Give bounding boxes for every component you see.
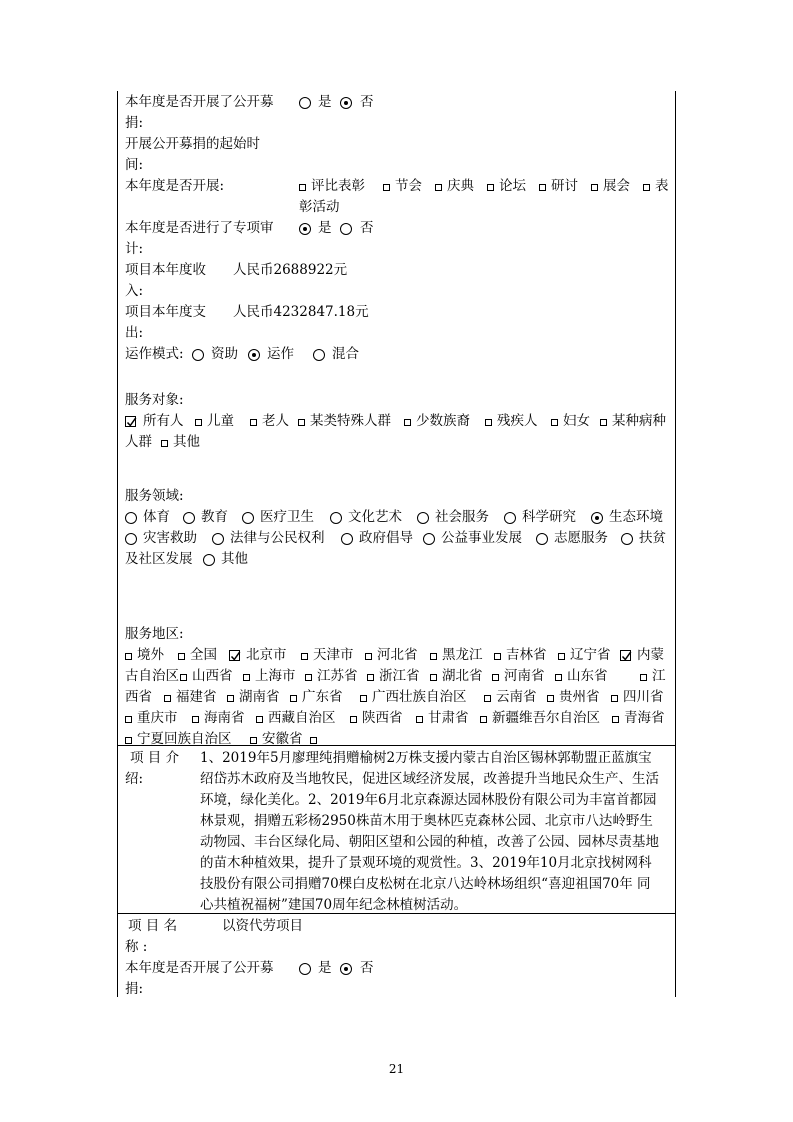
checkbox-region[interactable] [430,674,437,681]
activity-option: 表 [655,178,669,194]
field-option-cont: 及社区发展 [125,551,193,567]
intro-line: 林景观，捐赠五彩杨2950株苗木用于奥林匹克森林公园、北京市八达岭野生 [200,813,653,829]
checkbox-region[interactable] [555,674,562,681]
checkbox-region[interactable] [250,737,257,744]
checkbox-region[interactable] [243,674,250,681]
region-option: 山东省 [567,668,608,684]
checkbox-region[interactable] [125,716,132,723]
radio-field[interactable] [621,533,633,545]
intro-line: 心共植祝福树”建国70周年纪念林植树活动。 [200,897,468,913]
radio-field[interactable] [212,533,224,545]
radio-audit-yes[interactable] [299,223,311,235]
region-option: 西藏自治区 [268,710,336,726]
checkbox-activity[interactable] [435,184,442,191]
region-option: 甘肃省 [428,710,469,726]
activities-label: 本年度是否开展: [125,178,225,194]
checkbox-activity[interactable] [299,184,306,191]
checkbox-region[interactable] [547,695,554,702]
radio-field[interactable] [330,512,342,524]
mode-label: 运作模式: [125,346,184,362]
target-option: 儿童 [207,413,234,429]
income-label: 项目本年度收 [125,262,206,278]
field-option: 社会服务 [435,509,489,525]
checkbox-region[interactable] [256,716,263,723]
checkbox-activity[interactable] [539,184,546,191]
field-option: 志愿服务 [554,530,608,546]
radio-mode-fund[interactable] [192,349,204,361]
region-option: 贵州省 [559,689,600,705]
radio-field[interactable] [242,512,254,524]
field-option: 公益事业发展 [441,530,522,546]
region-option: 安徽省 [262,731,303,747]
region-option: 浙江省 [379,668,420,684]
region-option-cont: 古自治区 [125,668,179,684]
checkbox-region[interactable] [492,674,499,681]
field-option: 政府倡导 [359,530,413,546]
region-option: 河北省 [377,647,418,663]
checkbox-target[interactable] [161,440,168,447]
intro-line: 绍岱苏木政府及当地牧民，促进区域经济发展，改善提升当地民众生产、生活 [200,771,659,787]
region-option: 上海市 [255,668,296,684]
region-option: 新疆维吾尔自治区 [492,710,600,726]
radio-audit-no[interactable] [340,223,352,235]
radio-mode-mixed[interactable] [313,349,325,361]
radio-public-fundraising-yes[interactable] [299,97,311,109]
target-option: 妇女 [563,413,590,429]
checkbox-region[interactable] [611,695,618,702]
checkbox-target[interactable] [551,419,558,426]
fundraising-start-label: 开展公开募捐的起始时 [125,136,260,152]
region-option: 陕西省 [362,710,403,726]
public-fundraising-label: 本年度是否开展了公开募 [125,960,274,976]
intro-line: 的苗木种植效果，提升了景观环境的观赏性。3、2019年10月北京找树网科 [200,855,652,871]
target-option: 某类特殊人群 [310,413,391,429]
expense-value: 人民币4232847.18元 [233,304,369,320]
income-label-cont: 入: [125,283,144,299]
option-yes-label: 是 [318,220,332,236]
radio-public-fundraising-no[interactable] [340,97,352,109]
region-option: 广东省 [302,689,343,705]
checkbox-activity[interactable] [643,184,650,191]
region-option: 北京市 [246,647,287,663]
activity-option: 庆典 [447,178,474,194]
checkbox-target[interactable] [485,419,492,426]
checkbox-target[interactable] [195,419,202,426]
option-yes-label: 是 [318,94,332,110]
radio-field[interactable] [536,533,548,545]
checkbox-region[interactable] [164,695,171,702]
radio-field-selected[interactable] [591,512,603,524]
checkbox-region[interactable] [301,653,308,660]
service-fields-label: 服务领域: [125,488,184,504]
audit-label-cont: 计: [125,241,144,257]
region-option: 江苏省 [317,668,358,684]
option-no-label: 否 [360,960,374,976]
activity-option: 节会 [395,178,422,194]
field-option: 科学研究 [522,509,576,525]
mode-operate-label: 运作 [267,346,294,362]
checkbox-region[interactable] [494,653,501,660]
checkbox-activity[interactable] [591,184,598,191]
checkbox-region[interactable] [612,716,619,723]
region-option: 内蒙 [637,647,664,663]
radio-mode-operate[interactable] [248,349,260,361]
radio-field[interactable] [341,533,353,545]
region-option: 河南省 [504,668,545,684]
service-regions-label: 服务地区: [125,626,184,642]
service-targets-label: 服务对象: [125,392,184,408]
checkbox-region-checked[interactable] [229,650,240,661]
intro-line: 动物园、丰台区绿化局、朝阳区望和公园的种植，改善了公园、园林尽责基地 [200,834,659,850]
checkbox-region[interactable] [360,695,367,702]
audit-label: 本年度是否进行了专项审 [125,220,274,236]
checkbox-region[interactable] [125,737,132,744]
project-name-value: 以资代劳项目 [222,918,303,934]
radio-field[interactable] [125,533,137,545]
checkbox-region[interactable] [227,695,234,702]
checkbox-region[interactable] [125,653,132,660]
intro-label: 项 目 介 [130,750,180,766]
checkbox-region[interactable] [180,674,187,681]
activity-option: 评比表彰 [311,178,365,194]
checkbox-target[interactable] [250,419,257,426]
page-number: 21 [388,1062,405,1076]
region-option: 江 [652,668,666,684]
target-option-cont: 人群 [125,434,152,450]
checkbox-region[interactable] [558,653,565,660]
checkbox-activity[interactable] [383,184,390,191]
activity-option: 论坛 [499,178,526,194]
checkbox-region[interactable] [192,716,199,723]
checkbox-region[interactable] [365,653,372,660]
public-fundraising-label: 本年度是否开展了公开募 [125,94,274,110]
checkbox-region[interactable] [640,674,647,681]
expense-label-cont: 出: [125,325,144,341]
target-option: 所有人 [143,413,184,429]
target-option: 残疾人 [497,413,538,429]
option-no-label: 否 [360,220,374,236]
region-option: 云南省 [496,689,537,705]
checkbox-region[interactable] [290,695,297,702]
field-option: 生态环境 [609,509,663,525]
region-option: 天津市 [313,647,354,663]
field-option: 体育 [143,509,170,525]
income-value: 人民币2688922元 [233,262,348,278]
intro-line: 技股份有限公司捐赠70棵白皮松树在北京八达岭林场组织“喜迎祖国70年 同 [200,876,651,892]
checkbox-target[interactable] [600,419,607,426]
region-option-cont: 西省 [125,689,152,705]
region-option: 全国 [190,647,217,663]
region-option: 四川省 [623,689,664,705]
radio-field[interactable] [183,512,195,524]
activity-option: 展会 [603,178,630,194]
public-fundraising-label-cont: 捐: [125,115,144,131]
checkbox-region[interactable] [480,716,487,723]
checkbox-region[interactable] [350,716,357,723]
fundraising-start-label-cont: 间: [125,157,144,173]
radio-public-fundraising-no[interactable] [340,963,352,975]
public-fundraising-label-cont: 捐: [125,981,144,997]
target-option: 少数族裔 [416,413,470,429]
region-option: 海南省 [204,710,245,726]
radio-field[interactable] [417,512,429,524]
region-option: 广西壮族自治区 [372,689,467,705]
region-option: 福建省 [176,689,217,705]
mode-mixed-label: 混合 [332,346,359,362]
radio-field[interactable] [125,512,137,524]
region-option: 湖北省 [442,668,483,684]
option-no-label: 否 [360,94,374,110]
option-yes-label: 是 [318,960,332,976]
checkbox-region[interactable] [484,695,491,702]
field-option: 灾害救助 [143,530,197,546]
checkbox-region[interactable] [430,653,437,660]
checkbox-region[interactable] [416,716,423,723]
checkbox-region[interactable] [310,737,317,744]
target-option: 老人 [262,413,289,429]
checkbox-target-checked[interactable] [125,416,136,427]
radio-field[interactable] [504,512,516,524]
field-option: 教育 [201,509,228,525]
region-option: 宁夏回族自治区 [137,731,232,747]
checkbox-target[interactable] [298,419,305,426]
checkbox-region-checked[interactable] [620,650,631,661]
expense-label: 项目本年度支 [125,304,206,320]
field-option: 扶贫 [639,530,666,546]
region-option: 境外 [137,647,164,663]
radio-public-fundraising-yes[interactable] [299,963,311,975]
region-option: 吉林省 [506,647,547,663]
field-option: 医疗卫生 [260,509,314,525]
intro-label-cont: 绍: [125,771,144,787]
field-option: 其他 [221,551,248,567]
region-option: 辽宁省 [570,647,611,663]
region-option: 黑龙江 [442,647,483,663]
intro-line: 环境，绿化美化。2、2019年6月北京森源达园林股份有限公司为丰富首都园 [200,792,657,808]
activity-option: 研讨 [551,178,578,194]
region-option: 青海省 [624,710,665,726]
activity-option-cont: 彰活动 [299,199,340,215]
checkbox-target[interactable] [404,419,411,426]
target-option: 其他 [173,434,200,450]
checkbox-activity[interactable] [487,184,494,191]
field-option: 法律与公民权利 [230,530,325,546]
project-name-label-cont: 称 : [125,939,148,955]
checkbox-region[interactable] [305,674,312,681]
region-option: 重庆市 [137,710,178,726]
project-name-label: 项 目 名 [128,918,178,934]
checkbox-region[interactable] [178,653,185,660]
target-option: 某种病种 [612,413,666,429]
region-option: 湖南省 [239,689,280,705]
field-option: 文化艺术 [348,509,402,525]
intro-line: 1、2019年5月廖理纯捐赠榆树2万株支援内蒙古自治区锡林郭勒盟正蓝旗宝 [200,750,652,766]
mode-fund-label: 资助 [211,346,238,362]
region-option: 山西省 [192,668,233,684]
radio-field[interactable] [423,533,435,545]
radio-field[interactable] [203,554,215,566]
checkbox-region[interactable] [367,674,374,681]
